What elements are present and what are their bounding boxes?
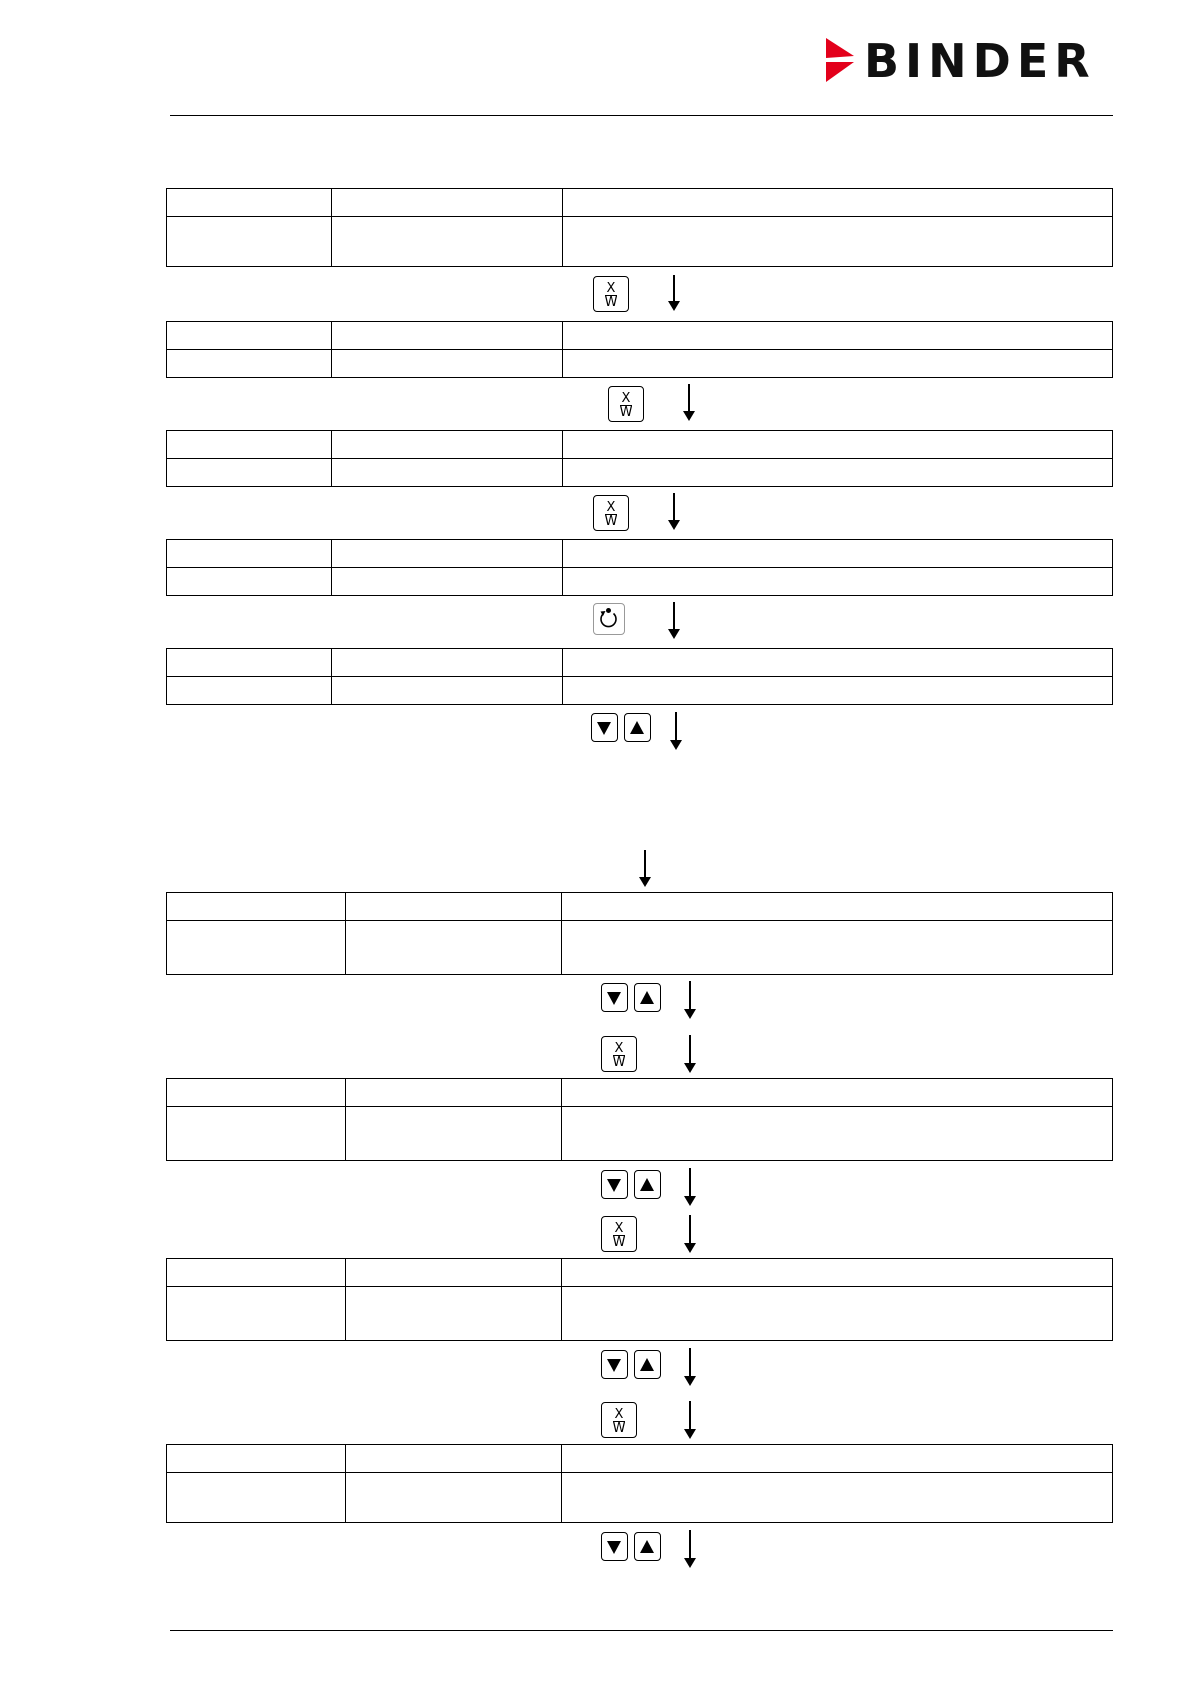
state-table-6 [166,892,1113,975]
arrow-down-icon [673,602,675,637]
triangle-up-icon [634,1532,661,1561]
xw-key-icon: X W [601,1402,637,1438]
table-cell [562,1107,1113,1161]
arrow-down-icon [688,384,690,419]
table-cell [563,459,1113,487]
table-cell [332,431,563,459]
table-cell [332,350,563,378]
table-cell [563,431,1113,459]
state-table-3 [166,430,1113,487]
binder-logo-text: BINDER [864,34,1096,88]
table-cell [346,921,562,975]
state-table-8 [166,1258,1113,1341]
table-cell [167,1079,346,1107]
table-cell [332,677,563,705]
triangle-down-icon [591,713,618,742]
table-cell [332,459,563,487]
arrow-down-icon [689,1035,691,1071]
header-rule [170,115,1113,116]
table-cell [346,1445,562,1473]
state-table-7 [166,1078,1113,1161]
table-cell [332,540,563,568]
table-cell [167,1473,346,1523]
xw-key-icon: X W [608,386,644,422]
table-cell [563,217,1113,267]
table-cell [346,1079,562,1107]
table-cell [346,1287,562,1341]
binder-logo [824,34,1114,88]
arrow-down-icon [689,1215,691,1251]
table-cell [332,649,563,677]
table-cell [563,350,1113,378]
table-cell [563,568,1113,596]
table-cell [167,677,332,705]
table-cell [346,1473,562,1523]
table-cell [563,649,1113,677]
table-cell [167,649,332,677]
table-cell [562,1287,1113,1341]
table-cell [562,1473,1113,1523]
state-table-1 [166,188,1113,267]
table-cell [332,189,563,217]
table-cell [563,540,1113,568]
table-cell [167,350,332,378]
table-cell [167,322,332,350]
table-cell [167,1259,346,1287]
arrow-down-icon [689,1401,691,1437]
table-cell [562,1445,1113,1473]
table-cell [167,893,346,921]
arrow-down-icon [689,1530,691,1566]
triangle-down-icon [601,983,628,1012]
xw-key-icon: X W [593,276,629,312]
arrow-down-icon [673,275,675,309]
triangle-up-icon [624,713,651,742]
triangle-up-icon [634,1350,661,1379]
table-cell [346,893,562,921]
triangle-up-icon [634,983,661,1012]
table-cell [346,1259,562,1287]
table-cell [167,459,332,487]
footer-rule [170,1630,1113,1631]
table-cell [167,1287,346,1341]
table-cell [562,921,1113,975]
table-cell [562,893,1113,921]
table-cell [332,322,563,350]
state-table-2 [166,321,1113,378]
table-cell [167,217,332,267]
table-cell [563,322,1113,350]
triangle-down-icon [601,1532,628,1561]
table-cell [332,568,563,596]
rotate-icon [593,603,625,635]
table-cell [167,540,332,568]
triangle-down-icon [601,1350,628,1379]
state-table-9 [166,1444,1113,1523]
state-table-4 [166,539,1113,596]
table-cell [167,431,332,459]
table-cell [167,568,332,596]
binder-logo-mark-icon [824,38,856,84]
table-cell [563,677,1113,705]
xw-key-icon: X W [601,1216,637,1252]
table-cell [167,1445,346,1473]
arrow-down-icon [673,493,675,528]
table-cell [167,921,346,975]
table-cell [332,217,563,267]
arrow-down-icon [689,1348,691,1384]
table-cell [562,1079,1113,1107]
triangle-down-icon [601,1170,628,1199]
xw-key-icon: X W [601,1036,637,1072]
triangle-up-icon [634,1170,661,1199]
arrow-down-icon [689,981,691,1017]
table-cell [346,1107,562,1161]
arrow-down-icon [675,712,677,748]
table-cell [563,189,1113,217]
table-cell [562,1259,1113,1287]
xw-key-icon: X W [593,495,629,531]
arrow-down-icon [689,1168,691,1204]
arrow-down-icon [644,850,646,885]
table-cell [167,189,332,217]
state-table-5 [166,648,1113,705]
table-cell [167,1107,346,1161]
